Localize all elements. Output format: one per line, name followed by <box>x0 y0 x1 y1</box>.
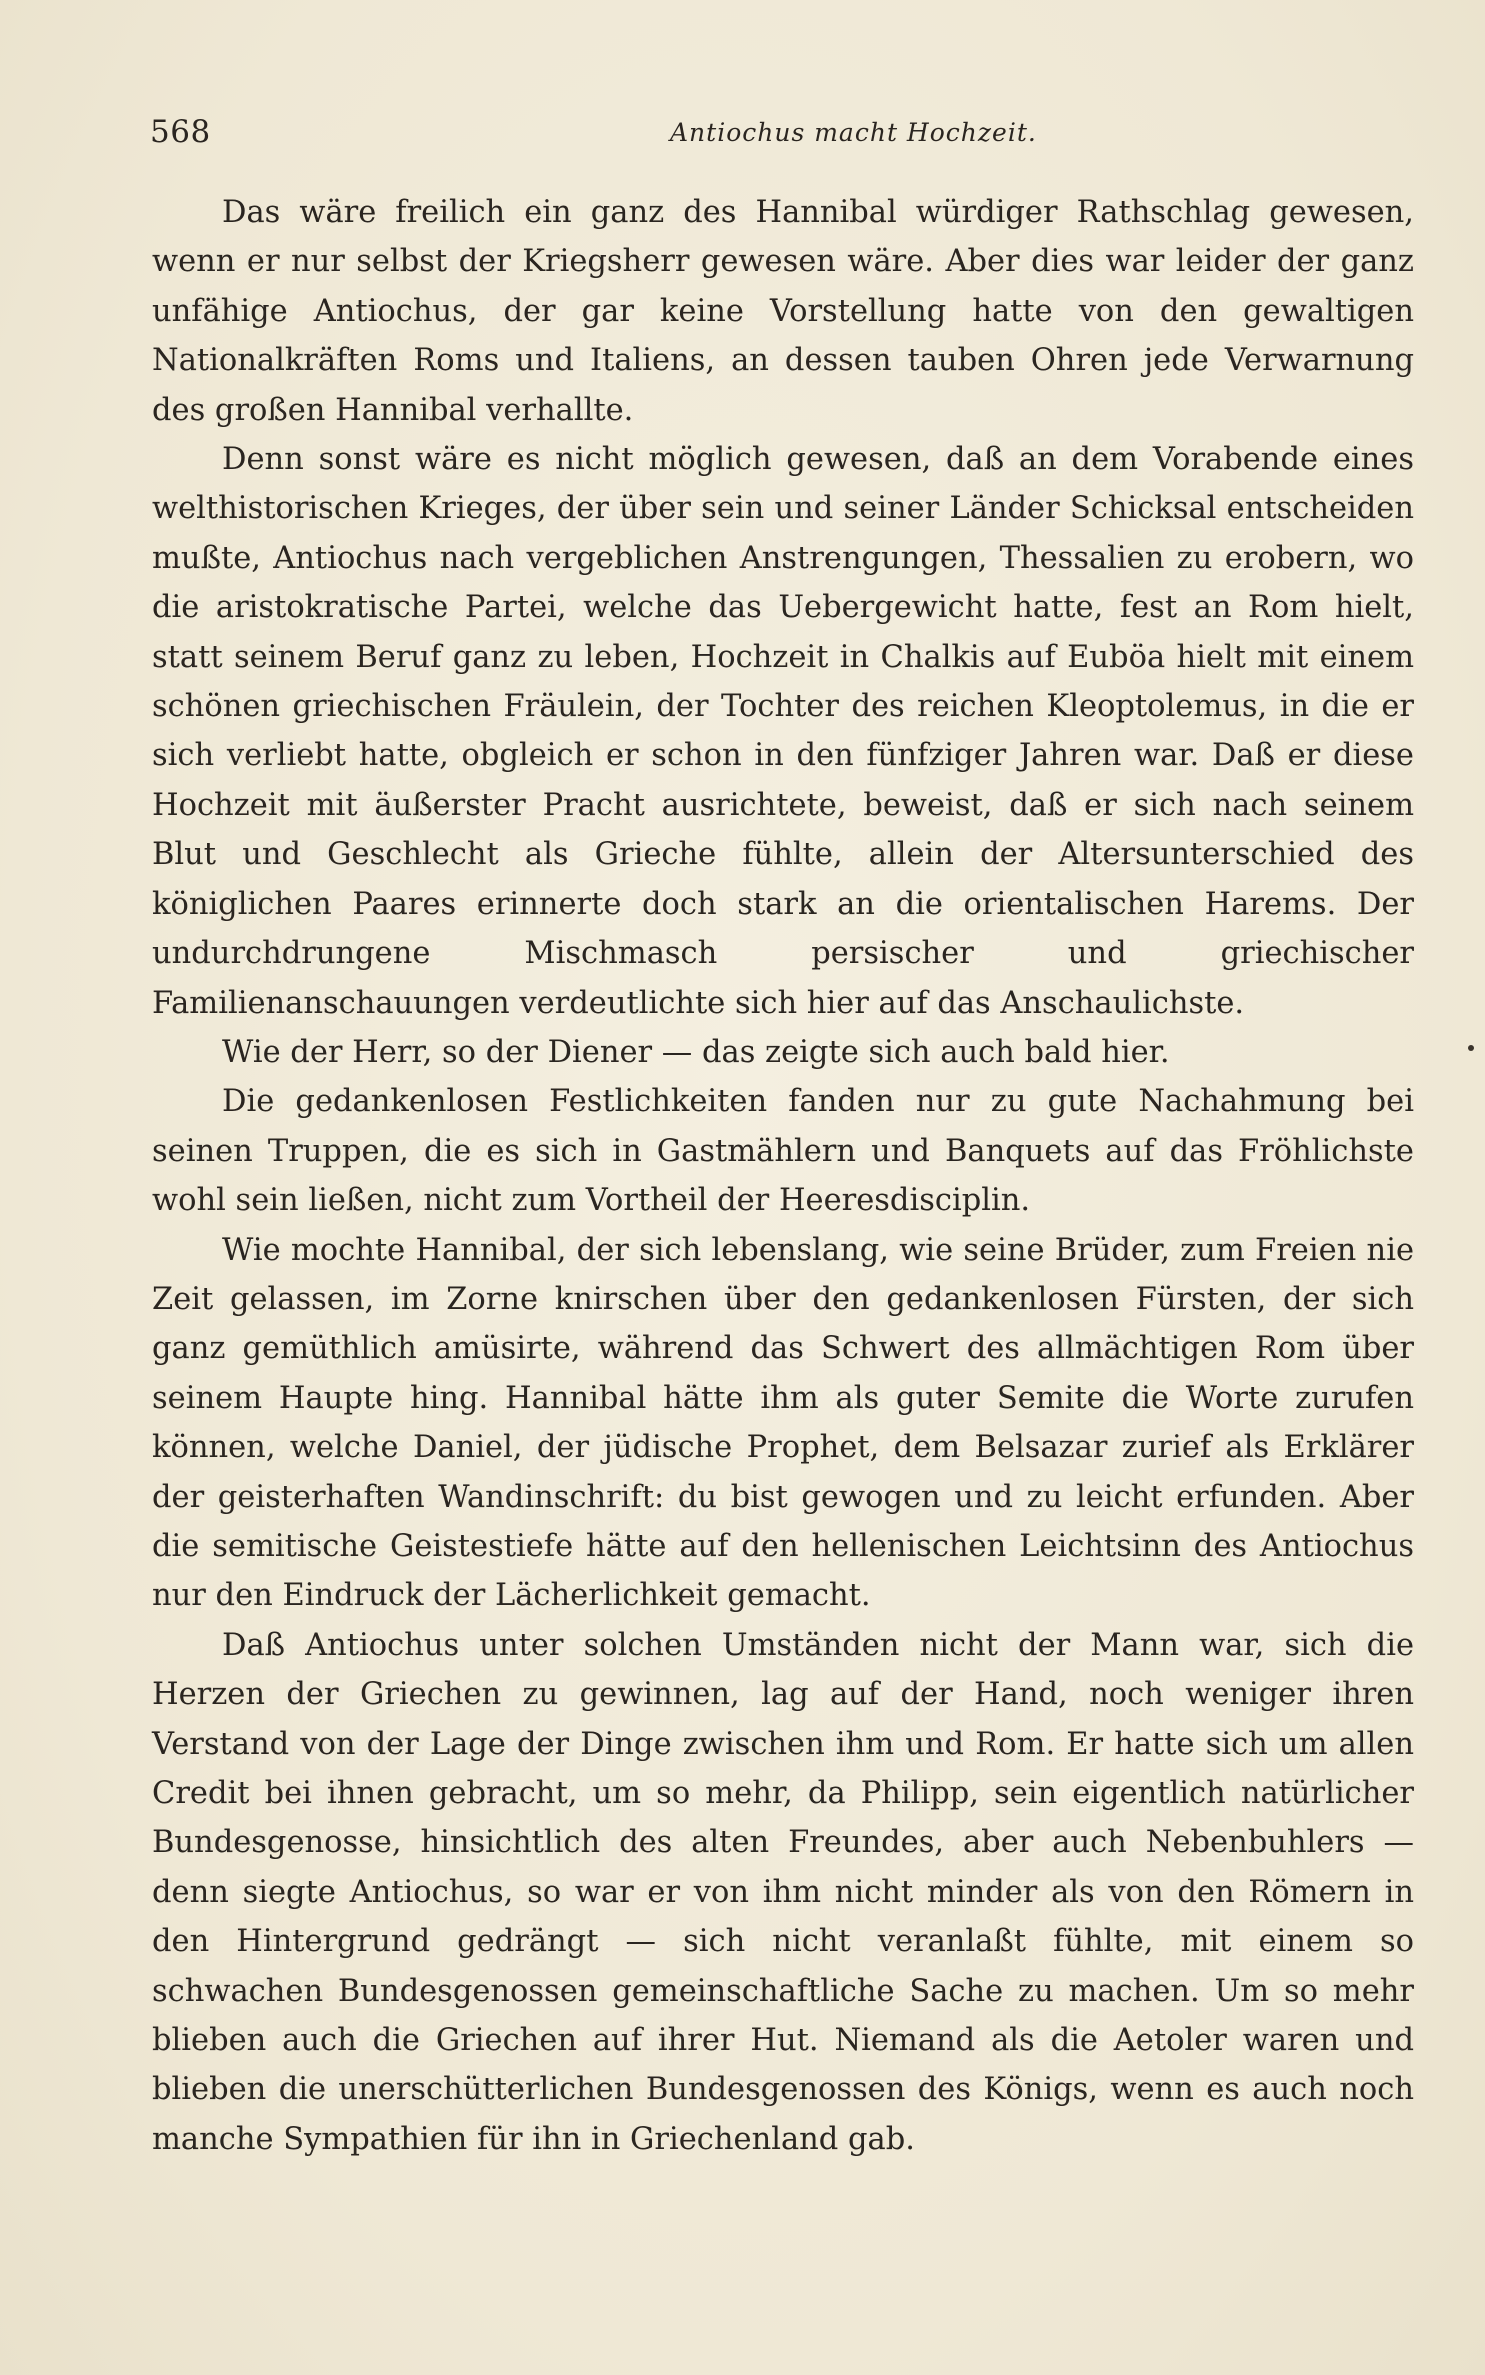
paragraph: Denn sonst wäre es nicht möglich gewesen, daß an dem Vorabende eines welthistorischen Krieges, der über sein und seiner Länder Schicksal entscheiden mußte, Antiochus nach vergeblichen Anstrengungen, Thessalien zu erobern, wo die aristokratische Partei, welche das Uebergewicht hatte, fest an Rom hielt, statt seinem Beruf ganz zu leben, Hochzeit in Chalkis auf Euböa hielt mit einem schönen griechischen Fräulein, der Tochter des reichen Kleoptolemus, in die er sich verliebt hatte, obgleich er schon in den fünfziger Jahren war. Daß er diese Hochzeit mit äußerster Pracht ausrichtete, beweist, daß er sich nach seinem Blut und Geschlecht als Grieche fühlte, allein der Altersunterschied des königlichen Paares erinnerte doch stark an die orientalischen Harems. Der undurchdrungene Mischmasch persischer und griechischer Familienanschauungen verdeutlichte sich hier auf das Anschaulichste. <box>152 442 1414 1021</box>
page-header <box>150 108 1410 156</box>
paragraph: Wie der Herr, so der Diener — das zeigte sich auch bald hier. <box>222 1034 1170 1070</box>
paragraph: Das wäre freilich ein ganz des Hannibal würdiger Rathschlag gewesen, wenn er nur selbst der Kriegsherr gewesen wäre. Aber dies war leider der ganz unfähige Antiochus, der gar keine Vorstellung hatte von den gewaltigen Nationalkräften Roms und Italiens, an dessen tauben Ohren jede Verwarnung des großen Hannibal verhallte. <box>152 195 1414 428</box>
page-number: 568 <box>150 114 211 150</box>
paragraph: Die gedankenlosen Festlichkeiten fanden nur zu gute Nachahmung bei seinen Truppen, die es sich in Gastmählern und Banquets auf das Fröhlichste wohl sein ließen, nicht zum Vortheil der Heeresdisciplin. <box>152 1084 1414 1219</box>
paragraph: Wie mochte Hannibal, der sich lebenslang, wie seine Brüder, zum Freien nie Zeit gelassen, im Zorne knirschen über den gedankenlosen Fürsten, der sich ganz gemüthlich amüsirte, während das Schwert des allmächtigen Rom über seinem Haupte hing. Hannibal hätte ihm als guter Semite die Worte zurufen können, welche Daniel, der jüdische Prophet, dem Belsazar zurief als Erklärer der geisterhaften Wandinschrift: du bist gewogen und zu leicht erfunden. Aber die semitische Geistestiefe hätte auf den hellenischen Leichtsinn des Antiochus nur den Eindruck der Lächerlichkeit gemacht. <box>152 1232 1414 1614</box>
ink-speck <box>1468 1045 1474 1051</box>
paragraph: Daß Antiochus unter solchen Umständen nicht der Mann war, sich die Herzen der Griechen zu gewinnen, lag auf der Hand, noch weniger ihren Verstand von der Lage der Dinge zwischen ihm und Rom. Er hatte sich um allen Credit bei ihnen gebracht, um so mehr, da Philipp, sein eigentlich natürlicher Bundesgenosse, hinsichtlich des alten Freundes, aber auch Nebenbuhlers — denn siegte Antiochus, so war er von ihm nicht minder als von den Römern in den Hintergrund gedrängt — sich nicht veranlaßt fühlte, mit einem so schwachen Bundesgenossen gemeinschaftliche Sache zu machen. Um so mehr blieben auch die Griechen auf ihrer Hut. Niemand als die Aetoler waren und blieben die unerschütterlichen Bundesgenossen des Königs, wenn es auch noch manche Sympathien für ihn in Griechenland gab. <box>152 1627 1414 2157</box>
body-text <box>152 188 1414 2164</box>
running-head: Antiochus macht Hochzeit. <box>670 118 1037 147</box>
